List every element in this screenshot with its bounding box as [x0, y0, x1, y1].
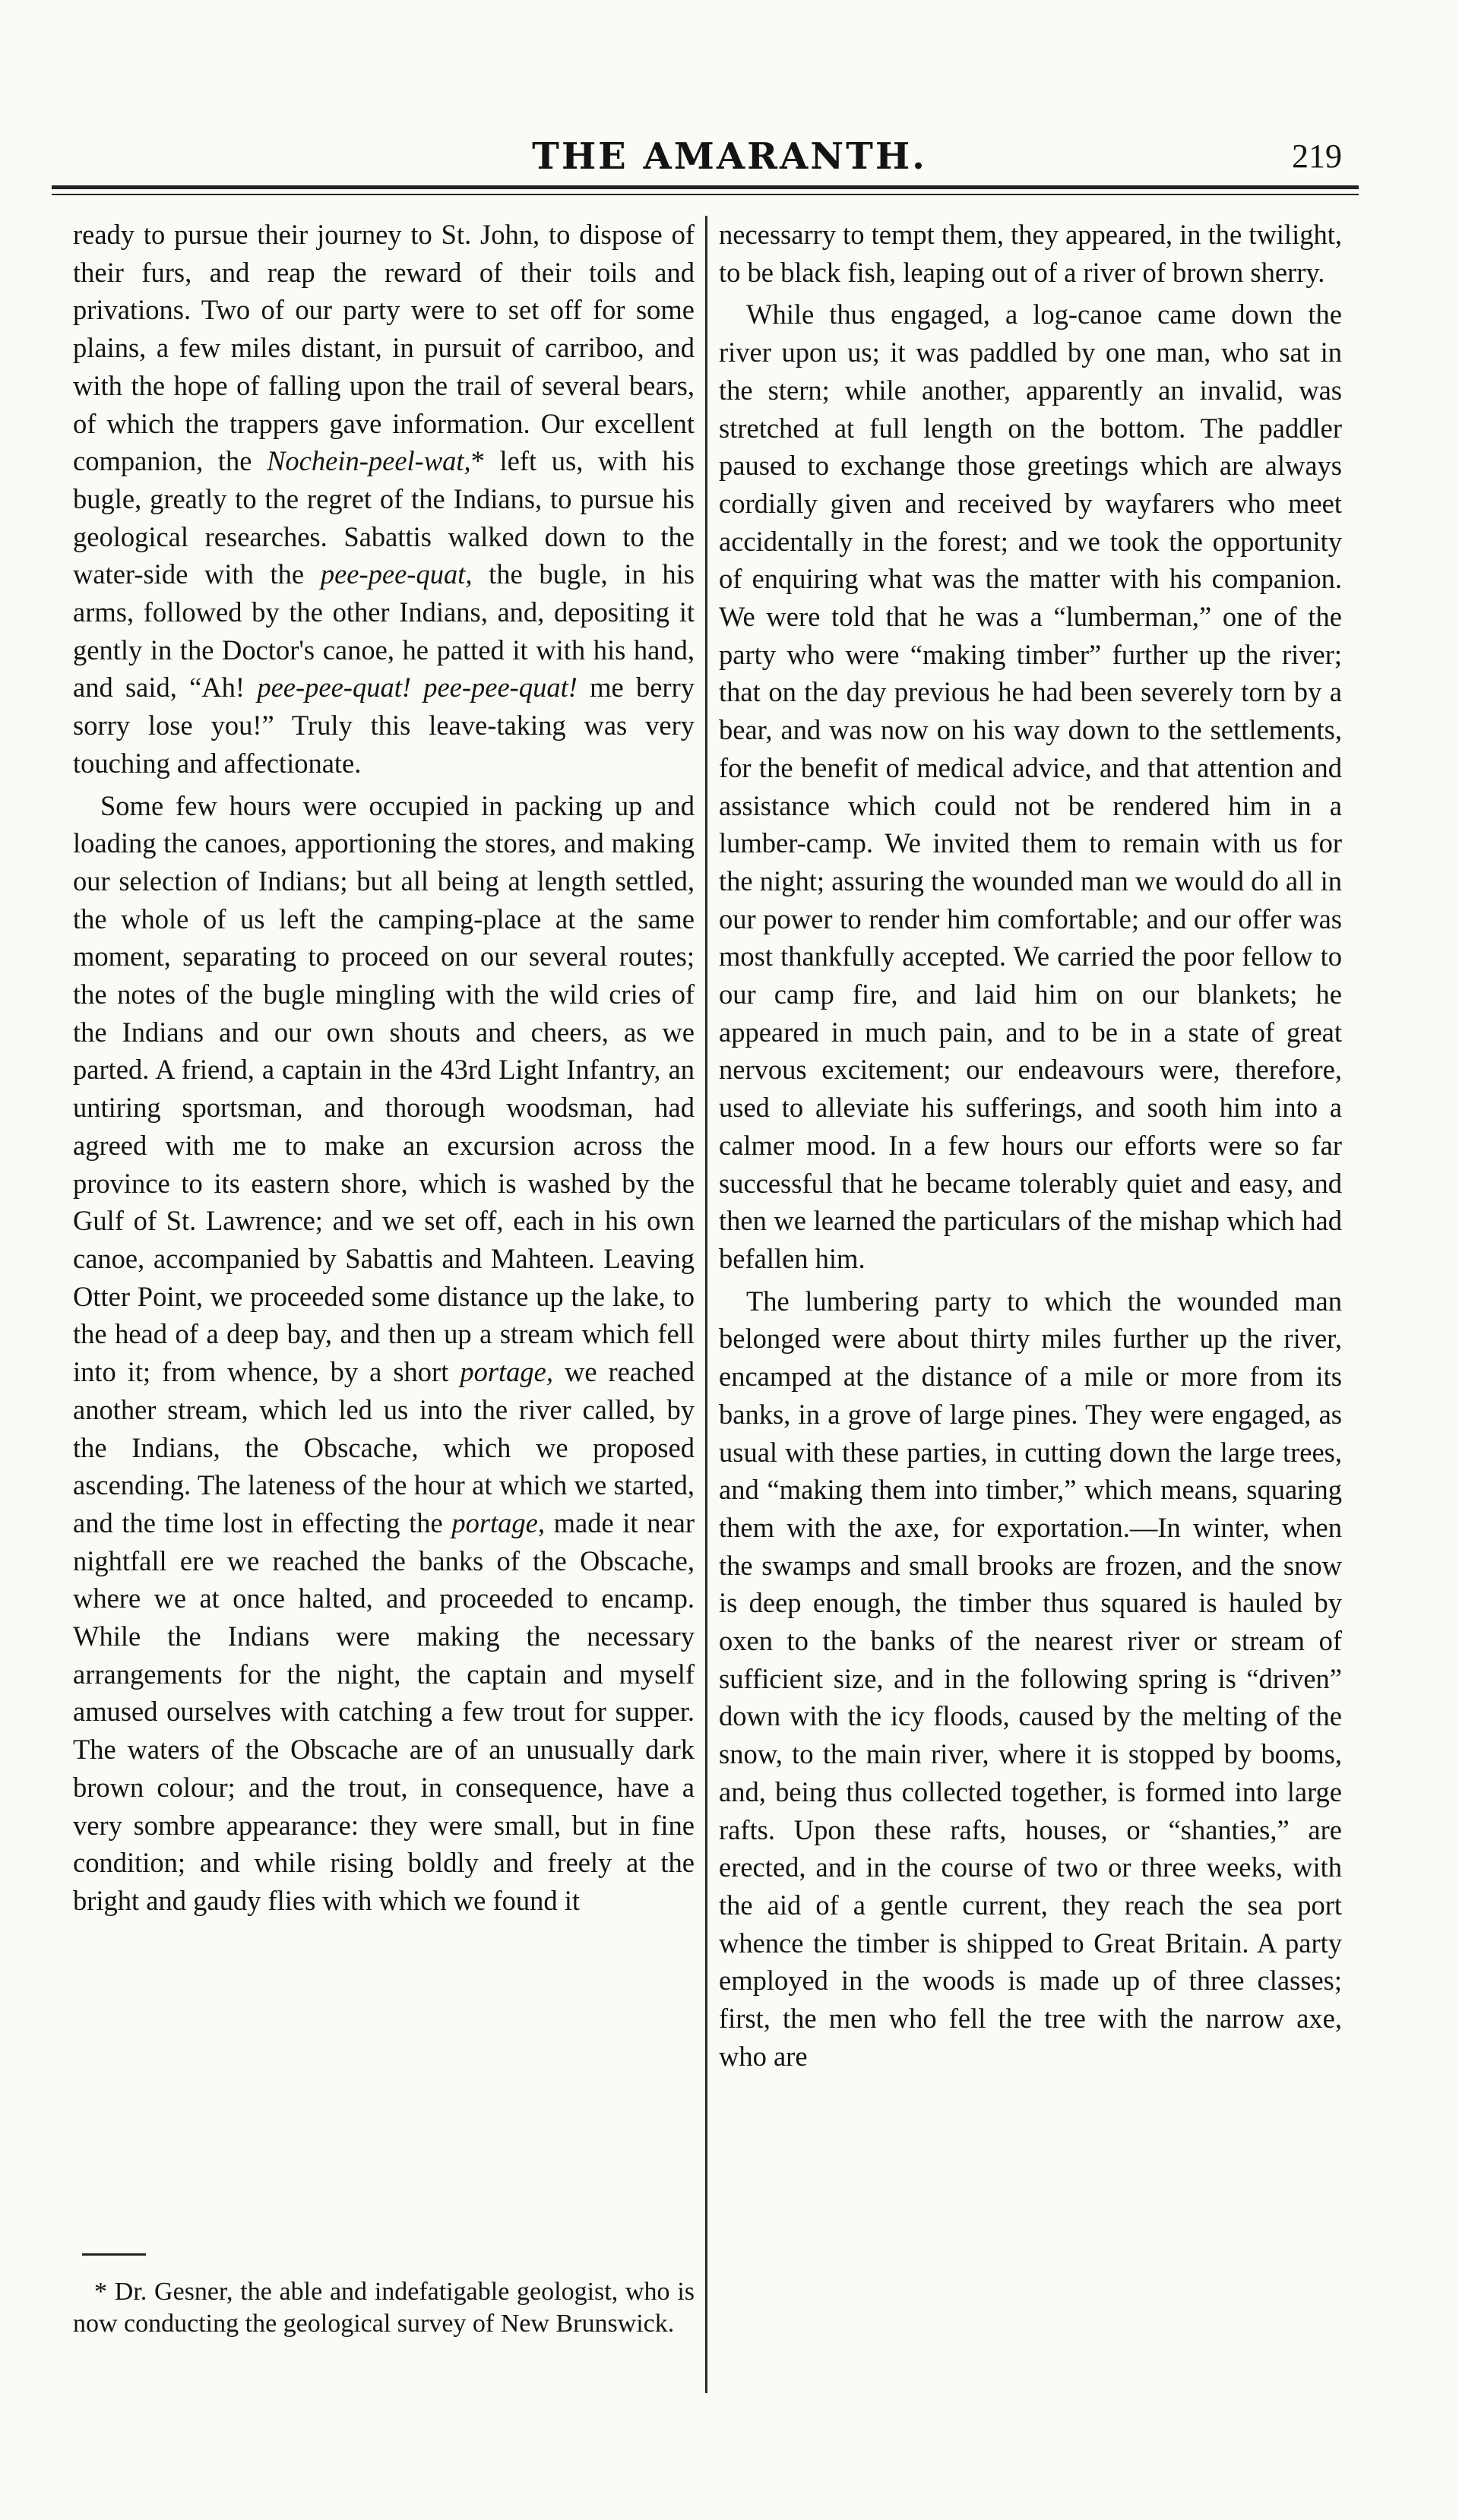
italic-run: pee-pee-quat,	[320, 558, 473, 590]
page-number: 219	[1292, 138, 1342, 175]
text-run: made it near nightfall ere we reached the banks of the Obscache, where we at once halted, and proceeded to encamp. While the Indians were making the necessary arrangements for the night, the captain and myself amused ourselves with catching a few trout for supper. The waters of the Obscache are of an unusually dark brown colour; and the trout, in consequence, have a very sombre appearance: they were small, but in fine condition; and while rising boldly and freely at the bright and gaudy flies with which we found it	[73, 1507, 695, 1916]
left-paragraph-1	[73, 216, 695, 783]
left-column	[73, 216, 695, 1920]
text-run: Some few hours were occupied in packing up and loading the canoes, apportioning the stores, and making our selection of Indians; but all being at length settled, the whole of us left the camping-place at the same moment, separating to proceed on our several routes; the notes of the bugle mingling with the wild cries of the Indians and our own shouts and cheers, as we parted. A friend, a captain in the 43rd Light Infantry, an untiring sportsman, and thorough woodsman, had agreed with me to make an excursion across the province to its eastern shore, which is washed by the Gulf of St. Lawrence; and we set off, each in his own canoe, accompanied by Sabattis and Mahteen. Leaving Otter Point, we proceeded some distance up the lake, to the head of a deep bay, and then up a stream which fell into it; from whence, by a short	[73, 789, 695, 1388]
left-paragraph-2	[73, 787, 695, 1920]
running-header	[0, 135, 1459, 181]
header-rule-thin	[52, 194, 1359, 195]
column-divider	[705, 216, 707, 2393]
text-run: we reached another stream, which led us into the river called, by the Indians, the Obscache, which we proposed ascending. The lateness of the hour at which we started, and the time lost in effecting the	[73, 1356, 695, 1538]
right-paragraph-3: The lumbering party to which the wounded man belonged were about thirty miles further up the river, encamped at the distance of a mile or more from its banks, in a grove of large pines. They were engaged, as usual with these parties, in cutting down the large trees, and “making them into timber,” which means, squaring them with the axe, for exportation.—In winter, when the swamps and small brooks are frozen, and the snow is deep enough, the timber thus squared is hauled by oxen to the banks of the nearest river or stream of sufficient size, and in the following spring is “driven” down with the icy floods, caused by the melting of the snow, to the main river, where it is stopped by booms, and, being thus collected together, is formed into large rafts. Upon these rafts, houses, or “shanties,” are erected, and in the course of two or three weeks, with the aid of a gentle current, they reach the sea port whence the timber is shipped to Great Britain. A party employed in the woods is made up of three classes; first, the men who fell the tree with the narrow axe, who are	[719, 1285, 1342, 2072]
text-run: me berry sorry lose you!” Truly this leave-taking was very touching and affectionate.	[73, 672, 695, 779]
right-paragraph-2: While thus engaged, a log-canoe came down the river upon us; it was paddled by one man, who sat in the stern; while another, apparently an invalid, was stretched at full length on the bottom. The paddler paused to exchange those greetings which are always cordially given and received by wayfarers who meet accidentally in the forest; and we took the opportunity of enquiring what was the matter with his companion. We were told that he was a “lumberman,” one of the party who were “making timber” further up the river; that on the day previous he had been severely torn by a bear, and was now on his way down to the settlements, for the benefit of medical advice, and that attention and assistance which could not be rendered him in a lumber-camp. We invited them to remain with us for the night; assuring the wounded man we would do all in our power to render him comfortable; and our offer was most thankfully accepted. We carried the poor fellow to our camp fire, and laid him on our blankets; he appeared in much pain, and to be in a state of great nervous excitement; our endeavours were, therefore, used to alleviate his sufferings, and sooth him into a calmer mood. In a few hours our efforts were so far successful that he became tolerably quiet and easy, and then we learned the particulars of the mishap which had befallen him.	[719, 299, 1342, 1274]
text-run: ready to pursue their journey to St. John, to dispose of their furs, and reap the reward of their toils and privations. Two of our party were to set off for some plains, a few miles distant, in pursuit of carriboo, and with the hope of falling upon the trail of several bears, of which the trappers gave information. Our excellent companion, the	[73, 219, 695, 477]
right-column	[719, 216, 1342, 2075]
text-run: the bugle, in his arms, followed by the other Indians, and, depositing it gently in the Doctor's canoe, he patted it with his hand, and said, “Ah!	[73, 558, 695, 704]
footnote	[73, 2276, 695, 2340]
running-title: THE AMARANTH.	[532, 135, 927, 178]
italic-run: Nochein-peel-wat,	[267, 445, 471, 477]
text-run: * left us, with his bugle, greatly to the regret of the Indians, to pursue his geological researches. Sabattis walked down to the water-side with the	[73, 445, 695, 590]
footnote-text: * Dr. Gesner, the able and indefatigable geologist, who is now conducting the geological survey of New Brunswick.	[73, 2278, 695, 2338]
header-rule-thick	[52, 185, 1359, 189]
italic-run: portage,	[451, 1507, 545, 1538]
italic-run: pee-pee-quat! pee-pee-quat!	[257, 672, 578, 704]
italic-run: portage,	[460, 1356, 553, 1388]
footnote-rule	[82, 2253, 146, 2256]
right-paragraph-1: necessarry to tempt them, they appeared, in the twilight, to be black fish, leaping out of a river of brown sherry.	[719, 219, 1342, 288]
